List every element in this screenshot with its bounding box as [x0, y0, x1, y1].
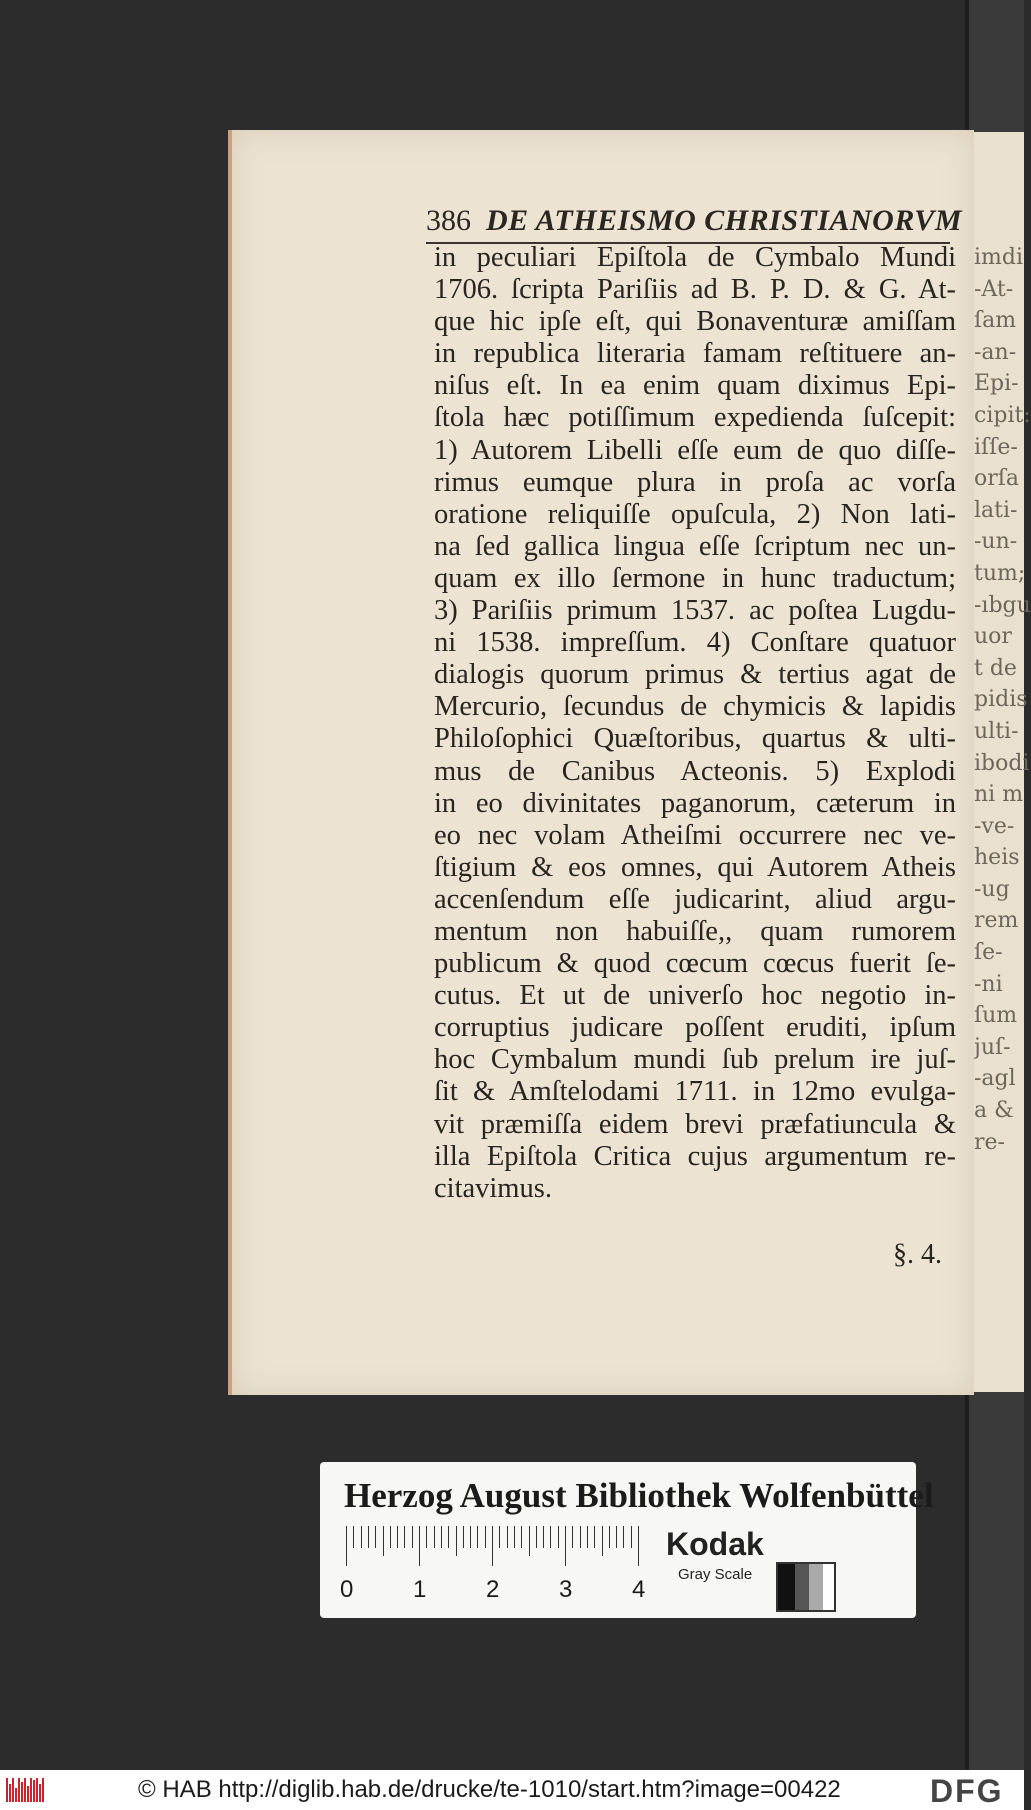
text-line: ſit & Amſtelodami 1711. in 12mo evulga-: [434, 1076, 956, 1108]
ruler-tick: [565, 1526, 566, 1566]
text-line: mentum non habuiſſe,, quam rumorem: [434, 915, 956, 947]
facing-page-fragment: Epi-: [974, 371, 1019, 397]
ruler-tick: [477, 1526, 478, 1548]
page-text: [434, 242, 956, 1205]
ruler-tick: [572, 1526, 573, 1548]
text-line: hoc Cymbalum mundi ſub prelum ire juſ-: [434, 1044, 956, 1076]
running-title: DE ATHEISMO CHRISTIANORVM: [486, 204, 962, 237]
facing-page-fragment: juſ-: [974, 1034, 1011, 1060]
ruler-tick: [353, 1526, 354, 1548]
text-line: corruptius judicare poſſent eruditi, ipſum: [434, 1012, 956, 1044]
ruler-tick: [507, 1526, 508, 1548]
ruler-tick: [368, 1526, 369, 1548]
facing-page-fragment: pidis: [974, 687, 1028, 713]
ruler-tick: [514, 1526, 515, 1548]
ruler-tick: [638, 1526, 639, 1566]
facing-page-fragment: -agl: [974, 1066, 1016, 1092]
ruler-tick: [404, 1526, 405, 1548]
facing-page-fragment: imdi: [974, 245, 1024, 270]
logo-bar: [33, 1780, 35, 1802]
facing-page-text: [974, 132, 1031, 1158]
ruler-tick: [434, 1526, 435, 1548]
text-line: ſtola hæc potiſſimum expedienda ſuſcepit:: [434, 402, 956, 434]
facing-page-fragment: -an-: [974, 339, 1017, 365]
ruler-tick: [543, 1526, 544, 1548]
ruler-tick: [470, 1526, 471, 1548]
logo-bar: [36, 1778, 38, 1802]
ruler-tick: [499, 1526, 500, 1548]
ruler-tick: [594, 1526, 595, 1548]
ruler-tick: [361, 1526, 362, 1548]
text-line: Philoſophici Quæſtoribus, quartus & ulti-: [434, 723, 956, 755]
ruler-tick: [529, 1526, 530, 1556]
page-number: 386: [426, 204, 471, 237]
catchword: §. 4.: [893, 1239, 942, 1270]
text-line: niſus eſt. In ea enim quam diximus Epi-: [434, 370, 956, 402]
facing-page-fragment: ulti-: [974, 718, 1019, 744]
ruler-tick: [456, 1526, 457, 1556]
logo-bar: [6, 1778, 8, 1802]
text-line: dialogis quorum primus & tertius agat de: [434, 659, 956, 691]
ruler-tick: [602, 1526, 603, 1556]
ruler-tick: [609, 1526, 610, 1548]
text-line: publicum & quod cœcum cœcus fuerit ſe-: [434, 948, 956, 980]
ruler-tick: [631, 1526, 632, 1548]
text-line: na ſed gallica lingua eſſe ſcriptum nec un-: [434, 530, 956, 562]
facing-page-fragment: -At-: [974, 276, 1014, 302]
facing-page-fragment: ſum: [974, 1003, 1018, 1029]
facing-page-fragment: uor: [974, 624, 1012, 650]
text-line: accenſendum eſſe judicarint, aliud argu-: [434, 883, 956, 915]
ruler-tick: [397, 1526, 398, 1548]
facing-page-fragment: iſſe-: [974, 434, 1018, 460]
ruler-tick: [346, 1526, 347, 1566]
ruler-number: 1: [413, 1576, 427, 1603]
ruler-tick: [580, 1526, 581, 1548]
text-line: quam ex illo ſermone in hunc traductum;: [434, 562, 956, 594]
ruler-tick: [375, 1526, 376, 1548]
ruler-tick: [623, 1526, 624, 1548]
logo-bar: [21, 1782, 23, 1802]
ruler-tick: [448, 1526, 449, 1548]
facing-page-edge: [970, 132, 1031, 1392]
facing-page-fragment: -ug: [974, 876, 1010, 902]
logo-bar: [39, 1784, 41, 1802]
facing-page-fragment: heis: [974, 845, 1020, 871]
logo-bar: [12, 1778, 14, 1802]
text-line: ni 1538. impreſſum. 4) Conſtare quatuor: [434, 627, 956, 659]
text-line: rimus eumque plura in proſa ac vorſa: [434, 466, 956, 498]
logo-bar: [30, 1778, 32, 1802]
ruler-tick: [485, 1526, 486, 1548]
ruler-tick: [412, 1526, 413, 1548]
text-line: in eo divinitates paganorum, cæterum in: [434, 787, 956, 819]
ruler-tick: [536, 1526, 537, 1548]
text-line: 3) Pariſiis primum 1537. ac poſtea Lugdu-: [434, 595, 956, 627]
facing-page-fragment: rem: [974, 908, 1019, 934]
ruler-tick: [492, 1526, 493, 1566]
text-line: 1) Autorem Libelli eſſe eum de quo diſſe-: [434, 434, 956, 466]
facing-page-fragment: -ve-: [974, 813, 1015, 839]
facing-page-fragment: re-: [974, 1129, 1005, 1155]
logo-bar: [18, 1778, 20, 1802]
ruler-tick: [521, 1526, 522, 1548]
text-line: in republica literaria famam reſtituere an-: [434, 338, 956, 370]
logo-bar: [27, 1786, 29, 1802]
logo-bar: [15, 1788, 17, 1802]
ruler-tick: [550, 1526, 551, 1548]
kodak-logo: Kodak: [666, 1526, 764, 1562]
ruler-tick: [390, 1526, 391, 1548]
ruler-tick: [616, 1526, 617, 1548]
facing-page-fragment: ni m: [974, 782, 1024, 808]
logo-bar: [42, 1778, 44, 1802]
text-line: 1706. ſcripta Pariſiis ad B. P. D. & G. At-: [434, 274, 956, 306]
text-line: oratione reliquiſſe opuſcula, 2) Non lati-: [434, 498, 956, 530]
text-line: Mercurio, ſecundus de chymicis & lapidis: [434, 691, 956, 723]
facing-page-fragment: ſe-: [974, 940, 1003, 966]
facing-page-fragment: -ıbgu: [974, 592, 1031, 618]
ruler-tick: [463, 1526, 464, 1548]
gray-scale-label: Gray Scale: [678, 1566, 753, 1583]
facing-page-fragment: cipit:: [974, 402, 1031, 428]
ruler-tick: [558, 1526, 559, 1548]
text-line: mus de Canibus Acteonis. 5) Explodi: [434, 755, 956, 787]
text-line: in peculiari Epiſtola de Cymbalo Mundi: [434, 242, 956, 273]
facing-page-fragment: t de: [974, 655, 1017, 681]
ruler-tick: [419, 1526, 420, 1566]
gray-scale-swatch: [776, 1562, 836, 1612]
logo-bar: [9, 1784, 11, 1802]
facing-page-fragment: a &: [974, 1098, 1014, 1124]
ruler-scale: [340, 1526, 646, 1614]
library-name: Herzog August Bibliothek Wolfenbüttel: [344, 1476, 934, 1515]
copyright-link[interactable]: © HAB http://diglib.hab.de/drucke/te-1010/start.htm?image=00422: [138, 1776, 841, 1803]
ruler-tick: [383, 1526, 384, 1556]
text-line: illa Epiſtola Critica cujus argumentum re-: [434, 1140, 956, 1172]
facing-page-fragment: orſa: [974, 466, 1020, 492]
text-line: vit præmiſſa eidem brevi præfatiuncula &: [434, 1108, 956, 1140]
dfg-logo: DFG: [930, 1773, 1004, 1809]
text-line: eo nec volam Atheiſmi occurrere nec ve-: [434, 819, 956, 851]
ruler-tick: [587, 1526, 588, 1548]
page-header: [424, 196, 964, 240]
facing-page-fragment: ſam: [974, 308, 1017, 334]
color-target-card: [320, 1462, 934, 1618]
text-line: citavimus.: [434, 1172, 552, 1204]
hab-logo-icon: [6, 1778, 46, 1802]
logo-bar: [24, 1778, 26, 1802]
facing-page-fragment: -un-: [974, 529, 1018, 555]
text-line: que hic ipſe eſt, qui Bonaventuræ amiſſam: [434, 306, 956, 338]
ruler-tick: [426, 1526, 427, 1548]
ruler-tick: [441, 1526, 442, 1548]
ruler-number: 4: [632, 1576, 646, 1603]
ruler-number: 0: [340, 1576, 354, 1603]
facing-page-fragment: tum;: [974, 560, 1026, 586]
facing-page-fragment: -ni: [974, 971, 1003, 997]
facing-page-fragment: lati-: [974, 497, 1018, 523]
facing-page-fragment: ibodi: [974, 750, 1030, 776]
footer-bar: [0, 1770, 1024, 1810]
text-line: ſtigium & eos omnes, qui Autorem Atheis: [434, 851, 956, 883]
text-line: cutus. Et ut de univerſo hoc negotio in-: [434, 980, 956, 1012]
ruler-number: 2: [486, 1576, 500, 1603]
ruler-number: 3: [559, 1576, 573, 1603]
